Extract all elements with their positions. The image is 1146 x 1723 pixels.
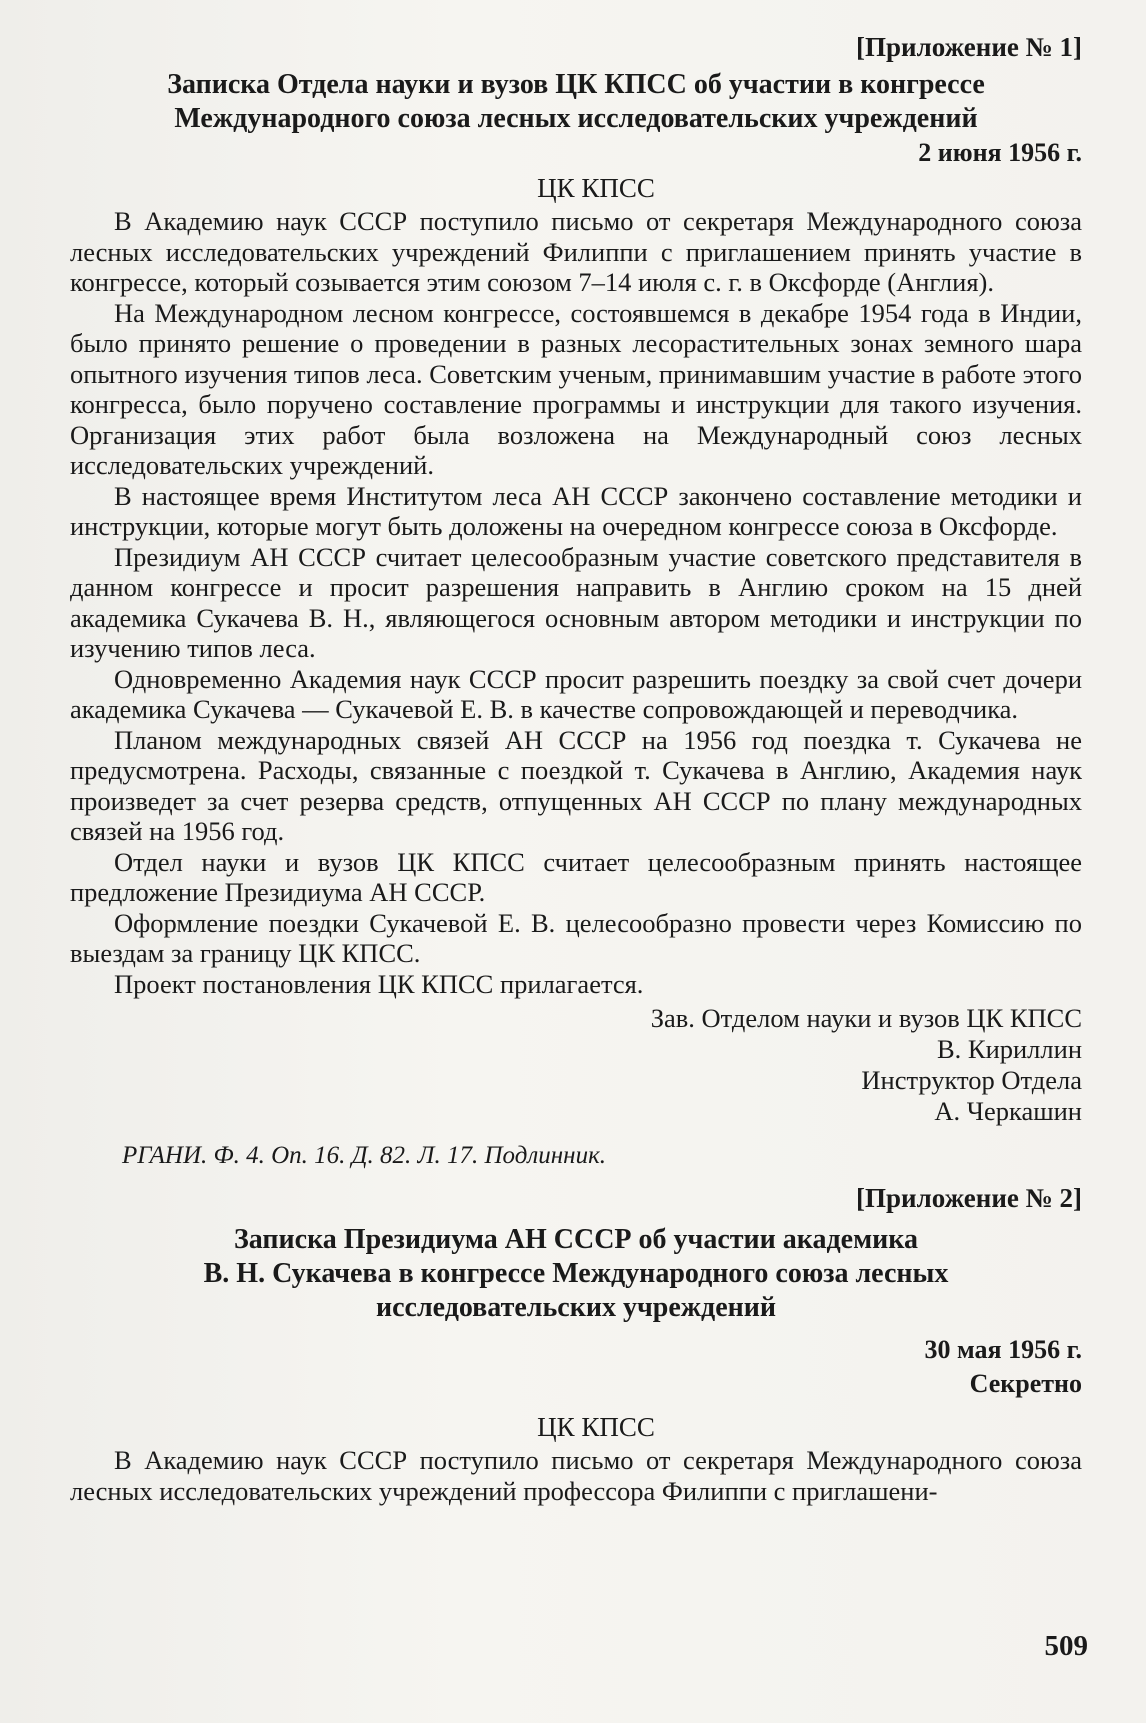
appendix-2-title-line-1: Записка Президиума АН СССР об участии академика <box>233 1224 918 1255</box>
appendix-2-addressee: ЦК КПСС <box>537 1412 655 1442</box>
appendix-1-date: 2 июня 1956 г. <box>918 138 1082 167</box>
appendix-1-title-line-2: Международного союза лесных исследовательских учреждений <box>174 103 978 134</box>
appendix-2-paragraph: В Академию наук СССР поступило письмо от секретаря Международного союза лесных исследовательских учреждений профессора Филиппи с приглашени- <box>70 1445 1082 1506</box>
appendix-1-label: [Приложение № 1] <box>856 32 1082 62</box>
appendix-1-paragraph: В Академию наук СССР поступило письмо от секретаря Международного союза лесных исследовательских учреждений Филиппи с приглашением принять участие в конгрессе, который созывается этим союзом 7–14 июля с. г. в Оксфорде (Англия). <box>70 206 1082 297</box>
appendix-1-paragraph: Президиум АН СССР считает целесообразным участие советского представителя в данном конгрессе и просит разрешения направить в Англию сроком на 15 дней академика Сукачева В. Н., являющегося основным автором методики и инструкции по изучению типов леса. <box>70 541 1082 663</box>
appendix-1-paragraph: Планом международных связей АН СССР на 1956 год поездка т. Сукачева не предусмотрена. Расходы, связанные с поездкой т. Сукачева в Англию, Академия наук произведет за счет резерва средств, отпущенных АН СССР по плану международных связей на 1956 год. <box>70 724 1082 846</box>
appendix-2-title <box>70 1223 1082 1325</box>
classification-stamp: Секретно <box>969 1369 1082 1398</box>
appendix-1-paragraph: Отдел науки и вузов ЦК КПСС считает целесообразным принять настоящее предложение Президиума АН СССР. <box>70 846 1082 907</box>
appendix-2-title-line-2: В. Н. Сукачева в конгрессе Международного союза лесных <box>203 1258 949 1289</box>
appendix-1-title <box>70 68 1082 136</box>
signature-position-2: Инструктор Отдела <box>861 1065 1082 1095</box>
appendix-1-addressee: ЦК КПСС <box>537 173 655 203</box>
appendix-1-paragraph: В настоящее время Институтом леса АН СССР закончено составление методики и инструкции, которые могут быть доложены на очередном конгрессе союза в Оксфорде. <box>70 480 1082 541</box>
appendix-2-label: [Приложение № 2] <box>856 1183 1082 1213</box>
appendix-2-date: 30 мая 1956 г. <box>924 1335 1082 1364</box>
signature-position-1: Зав. Отделом науки и вузов ЦК КПСС <box>650 1003 1082 1033</box>
appendix-1-title-line-1: Записка Отдела науки и вузов ЦК КПСС об участии в конгрессе <box>167 69 985 100</box>
archive-source-reference: РГАНИ. Ф. 4. Оп. 16. Д. 82. Л. 17. Подлинник. <box>122 1142 607 1169</box>
appendix-1-paragraph: На Международном лесном конгрессе, состоявшемся в декабре 1954 года в Индии, было принято решение о проведении в разных лесорастительных зонах земного шара опытного изучения типов леса. Советским ученым, принимавшим участие в работе этого конгресса, было поручено составление программы и инструкции для такого изучения. Организация этих работ была возложена на Международный союз лесных исследовательских учреждений. <box>70 297 1082 480</box>
appendix-2-title-line-3: исследовательских учреждений <box>375 1292 777 1323</box>
appendix-1-paragraph: Одновременно Академия наук СССР просит разрешить поездку за свой счет дочери академика Сукачева — Сукачевой Е. В. в качестве сопровождающей и переводчика. <box>70 663 1082 724</box>
page-number: 509 <box>1044 1630 1088 1662</box>
signature-name-1: В. Кириллин <box>936 1034 1082 1064</box>
signature-name-2: А. Черкашин <box>934 1096 1082 1126</box>
appendix-1-paragraph: Проект постановления ЦК КПСС прилагается. <box>114 968 644 999</box>
appendix-1-paragraph: Оформление поездки Сукачевой Е. В. целесообразно провести через Комиссию по выездам за границу ЦК КПСС. <box>70 907 1082 968</box>
page-content <box>70 30 1082 1506</box>
